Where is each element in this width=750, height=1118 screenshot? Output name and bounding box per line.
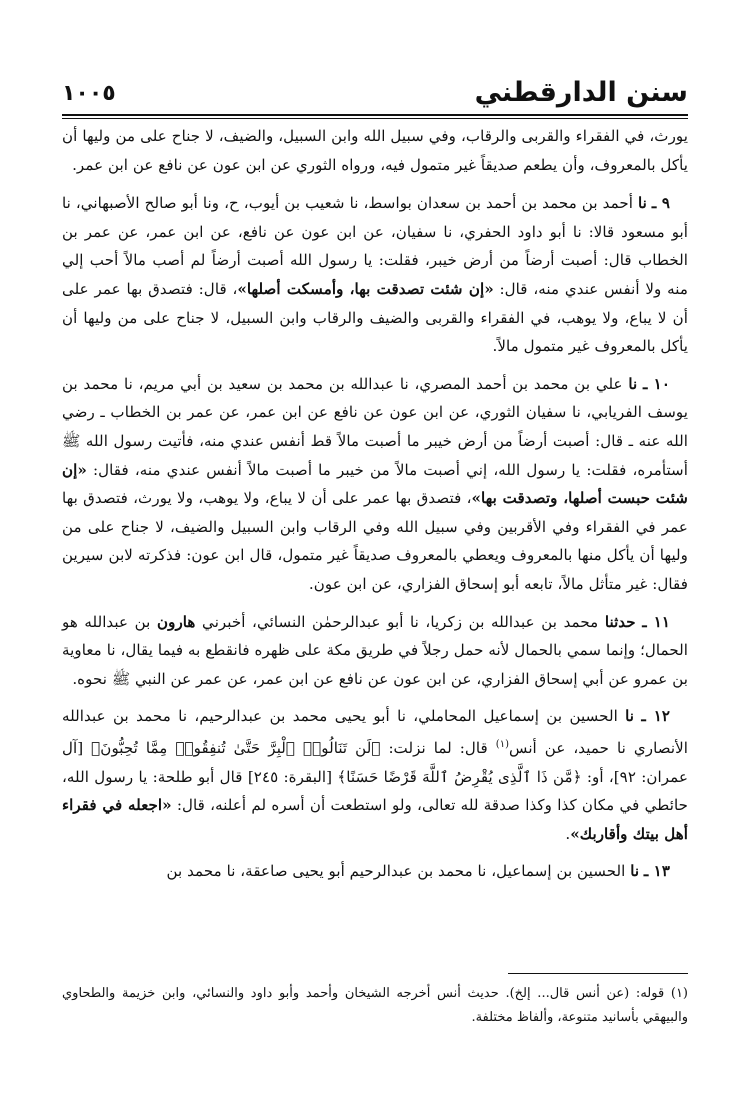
page-body — [62, 122, 688, 895]
narration-keyword: حدثنا — [604, 612, 636, 631]
hadith-text: الحسين بن إسماعيل، نا محمد بن عبدالرحيم أبو يحيى صاعقة، نا محمد بن — [166, 862, 626, 881]
page-number: ١٠٠٥ — [62, 81, 116, 106]
hadith-number: ١١ ـ — [642, 612, 671, 631]
book-title: سنن الدارقطني — [474, 77, 688, 108]
hadith-text-middle: قال: لما نزلت: ﴿لَن تَنَالُوا۟ ٱلْبِرَّ حَتَّىٰ تُنفِقُوا۟ مِمَّا تُحِبُّونَ﴾ [آل عمران: ٩٢]، أو: ﴿مَّن ذَا ٱلَّذِى يُقْرِضُ ٱللَّهَ قَرْضًا حَسَنًا﴾ [البقرة: ٢٤٥] قال أبو طلحة: يا رسول الله، حائطي في مكان كذا وكذا صدقة لله تعالى، ولو استطعت أن أسره لم أعلنه، قال: — [62, 738, 689, 815]
footnote-divider — [508, 973, 688, 974]
header-divider — [62, 114, 688, 116]
footnote-text: (١) قوله: (عن أنس قال... إلخ). حديث أنس أخرجه الشيخان وأحمد وأبو داود والنسائي، وابن خزيمة والطحاوي والبيهقي بأسانيد متنوعة، وألفاظ مختلفة. — [62, 986, 688, 1025]
hadith-number: ١٣ ـ — [643, 862, 670, 881]
prophetic-quote: «اجعله في فقراء أهل بيتك وأقاربك» — [62, 796, 688, 843]
narration-keyword: نا — [625, 707, 635, 726]
hadith-9 — [62, 189, 688, 361]
hadith-11 — [62, 608, 688, 694]
hadith-text: علي بن محمد بن أحمد المصري، نا عبدالله بن محمد بن سعيد بن أبي مريم، نا محمد بن يوسف الفريابي، نا سفيان الثوري، عن ابن عون عن نافع عن ابن عمر، عن عمر بن الخطاب ـ رضي الله عنه ـ قال: أصبت أرضاً من أرض خيبر ما أصبت مالاً قط أنفس عندي منه، فأتيت رسول الله ﷺ أستأمره، فقلت: يا رسول الله، إني أصبت مالاً من خيبر ما أصبت مالاً أنفس عندي منه، فقال: — [62, 374, 688, 479]
narration-keyword: نا — [628, 374, 638, 393]
hadith-number: ٩ ـ — [651, 194, 671, 213]
prophetic-quote: «إن شئت حبست أصلها، وتصدقت بها» — [62, 460, 689, 508]
hadith-number: ١٠ ـ — [643, 374, 670, 393]
footnote — [62, 982, 688, 1030]
hadith-text: محمد بن عبدالله بن زكريا، نا أبو عبدالرحمٰن النسائي، أخبرني — [202, 612, 599, 631]
narration-keyword: نا — [630, 862, 640, 881]
hadith-text: أحمد بن محمد بن أحمد بن سعدان بواسط، نا شعيب بن أيوب، ح، ونا أبو صالح الأصبهاني، نا أبو مسعود قالا: نا أبو داود الحفري، نا سفيان، عن ابن عون عن نافع، عن ابن عمر، عن عمر بن الخطاب قال: أصبت أرضاً من أرض خيبر، فقلت: يا رسول الله أصبت أرضاً لم أصب مالاً أحب إلي منه ولا أنفس عندي منه، قال: — [62, 194, 689, 298]
prophetic-quote: «إن شئت تصدقت بها، وأمسكت أصلها» — [237, 279, 494, 298]
narrator-name: هارون — [156, 612, 196, 631]
hadith-12 — [62, 702, 688, 848]
hadith-10 — [62, 370, 688, 599]
footnote-marker: (١) — [495, 738, 509, 750]
hadith-13 — [62, 857, 688, 886]
hadith-text-end: . — [565, 824, 571, 843]
narration-keyword: نا — [638, 194, 647, 213]
hadith-text-end: ، قال: فتصدق بها عمر على أن لا يباع، ولا يوهب، في الفقراء والقربى والضيف والرقاب وابن السبيل، لا جناح على من وليها أن يأكل بالمعروف غير متمول مالاً. — [62, 279, 688, 356]
page-header — [62, 66, 688, 112]
hadith-text: الحسين بن إسماعيل المحاملي، نا أبو يحيى محمد بن عبدالرحيم، نا محمد بن عبدالله الأنصاري نا حميد، عن أنس — [62, 707, 688, 757]
paragraph-continuation — [62, 122, 688, 179]
hadith-text-end: ، فتصدق بها عمر على أن لا يباع، ولا يوهب، ولا يورث، فتصدق بها عمر في الفقراء وفي الأقربين وفي سبيل الله وفي الرقاب وابن السبيل والضيف، لا جناح على من وليها أن يأكل منها بالمعروف ويعطي بالمعروف صديقاً غير متمول، قال ابن عون: فذكرته لابن سيرين فقال: غير متأثل مالاً، تابعه أبو إسحاق الفزاري، عن ابن عون. — [62, 489, 688, 593]
paragraph-text: يورث، في الفقراء والقربى والرقاب، وفي سبيل الله وابن السبيل، والضيف، لا جناح على من وليها أن يأكل بالمعروف، وأن يطعم صديقاً غير متمول فيه، ورواه الثوري عن ابن عون عن نافع عن ابن عمر. — [62, 127, 688, 174]
hadith-number: ١٢ ـ — [641, 707, 671, 726]
hadith-text-end: بن عبدالله هو الحمال؛ وإنما سمي بالحمال لأنه حمل رجلاً في طريق مكة على ظهره فانقطع به فيما يقال، نا معاوية بن عمرو عن أبي إسحاق الفزاري، عن ابن عون عن نافع عن ابن عمر، عن عمر عن النبي ﷺ نحوه. — [62, 612, 688, 688]
